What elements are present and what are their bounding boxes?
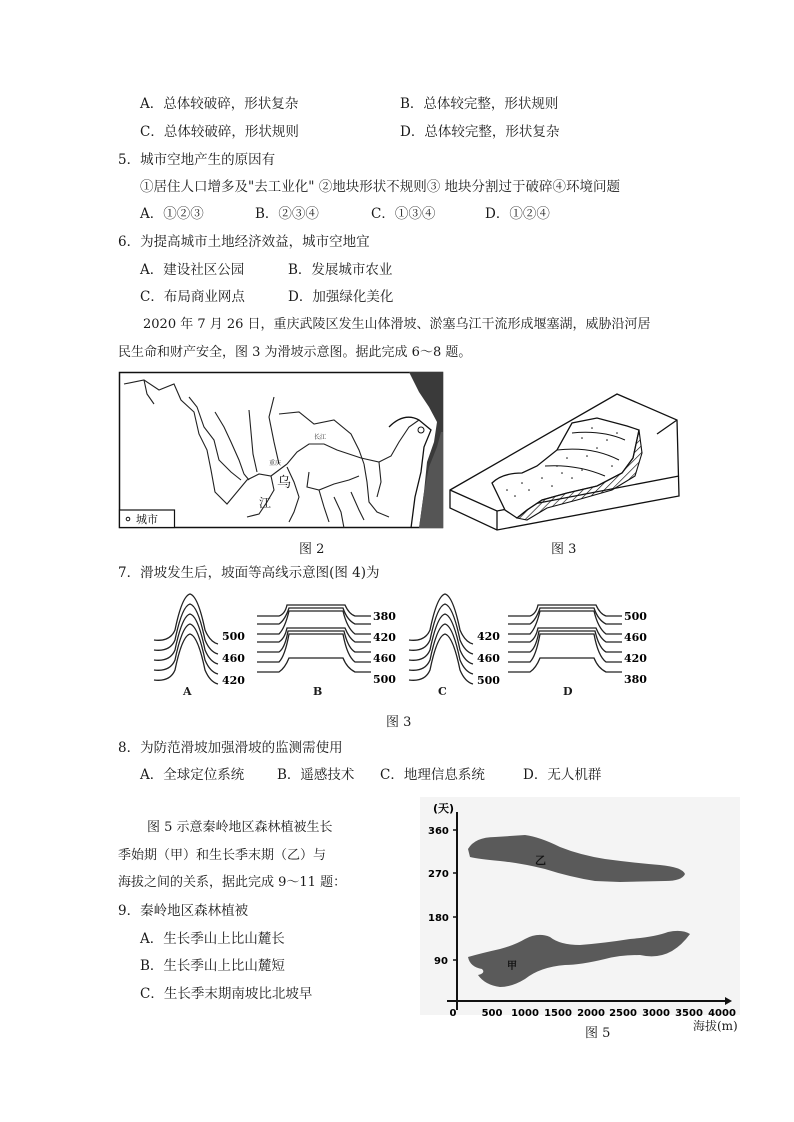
y-tick-360: 360 [428,826,449,837]
y-tick-270: 270 [428,869,449,880]
q8-option-c: C．地理信息系统 [380,767,485,783]
figure-5-caption: 图 5 [585,1026,611,1041]
x-tick-2500: 2500 [609,1008,637,1019]
y-tick-180: 180 [428,913,449,924]
q5-stem: 5．城市空地产生的原因有 [118,152,276,168]
figure-4-caption: 图 3 [386,715,412,730]
contour-a-label-2: 460 [222,652,245,665]
q9-option-c: C．生长季末期南坡比北坡早 [140,986,313,1002]
q6-option-d: D．加强绿化美化 [288,289,394,305]
x-tick-2000: 2000 [577,1008,605,1019]
passage-6-8-line2: 民生命和财产安全，图 3 为滑坡示意图。据此完成 6～8 题。 [118,345,472,360]
x-tick-1500: 1500 [544,1008,572,1019]
contour-c-label-2: 460 [477,652,500,665]
contour-d-label-4: 380 [624,673,647,686]
q4-option-c: C．总体较破碎，形状规则 [140,124,299,140]
map-label-wu: 乌 [277,475,291,491]
passage-9-11-line2: 季始期（甲）和生长季末期（乙）与 [118,848,327,863]
label-yi: 乙 [535,854,546,867]
contour-d-letter: D [563,685,573,698]
contour-diagram-c [405,590,505,687]
q6-option-a: A．建设社区公园 [140,262,245,278]
label-jia: 甲 [507,961,517,972]
contour-a-letter: A [183,685,192,698]
x-tick-1000: 1000 [511,1008,539,1019]
figure-2-map [119,372,443,528]
contour-d-label-2: 460 [624,631,647,644]
contour-b-label-3: 460 [373,652,396,665]
q6-stem: 6．为提高城市土地经济效益，城市空地宜 [118,234,370,250]
contour-diagram-d [508,600,648,685]
q9-option-b: B．生长季山上比山麓短 [140,958,285,974]
contour-a-label-1: 500 [222,630,245,643]
q5-items: ①居住人口增多及"去工业化" ②地块形状不规则③ 地块分割过于破碎④环境问题 [140,179,621,195]
x-tick-3000: 3000 [642,1008,670,1019]
q8-option-d: D．无人机群 [523,767,602,783]
contour-b-label-1: 380 [373,610,396,623]
q5-option-a: A．①②③ [140,206,204,222]
figure-3-caption: 图 3 [551,542,577,557]
map-legend-city: 城市 [136,513,158,526]
contour-b-letter: B [313,685,323,698]
map-label-chongqing: 重庆 [269,460,282,467]
contour-b-label-2: 420 [373,631,396,644]
y-axis-unit: (天) [433,802,455,815]
x-tick-3500: 3500 [675,1008,703,1019]
contour-d-label-1: 500 [624,610,647,623]
y-tick-90: 90 [434,956,448,967]
contour-c-letter: C [438,685,447,698]
figure-2-caption: 图 2 [299,542,325,557]
contour-diagram-a [150,590,250,687]
q6-option-b: B．发展城市农业 [288,262,393,278]
x-tick-4000: 4000 [708,1008,736,1019]
contour-b-label-4: 500 [373,673,396,686]
contour-c-label-3: 500 [477,674,500,687]
passage-9-11-line3: 海拔之间的关系，据此完成 9～11 题： [118,875,347,890]
x-tick-500: 500 [481,1008,503,1019]
q6-option-c: C．布局商业网点 [140,289,245,305]
q9-stem: 9．秦岭地区森林植被 [118,903,249,919]
q4-option-a: A．总体较破碎，形状复杂 [140,96,299,112]
q5-option-b: B．②③④ [255,206,319,222]
contour-d-label-3: 420 [624,652,647,665]
passage-6-8-line1: 2020 年 7 月 26 日，重庆武陵区发生山体滑坡、淤塞乌江干流形成堰塞湖，威胁沿河居 [143,317,651,332]
x-tick-0: 0 [449,1008,457,1019]
q7-stem: 7．滑坡发生后，坡面等高线示意图(图 4)为 [118,565,380,581]
passage-9-11-line1: 图 5 示意秦岭地区森林植被生长 [147,820,333,835]
q8-option-b: B．遥感技术 [277,767,355,783]
x-axis-unit: 海拔(m) [693,1019,738,1033]
contour-a-label-3: 420 [222,674,245,687]
contour-diagram-b [257,600,397,685]
figure-5-chart [420,797,740,1022]
q4-option-b: B．总体较完整，形状规则 [400,96,559,112]
q5-option-c: C．①③④ [371,206,436,222]
contour-c-label-1: 420 [477,630,500,643]
figure-3-landslide-diagram [447,378,687,528]
q5-option-d: D．①②④ [485,206,550,222]
q9-option-a: A．生长季山上比山麓长 [140,931,285,947]
q8-stem: 8．为防范滑坡加强滑坡的监测需使用 [118,740,343,756]
q8-option-a: A．全球定位系统 [140,767,245,783]
q4-option-d: D．总体较完整，形状复杂 [400,124,560,140]
map-label-yangtze: 长江 [314,434,327,441]
map-label-jiang: 江 [259,496,272,510]
